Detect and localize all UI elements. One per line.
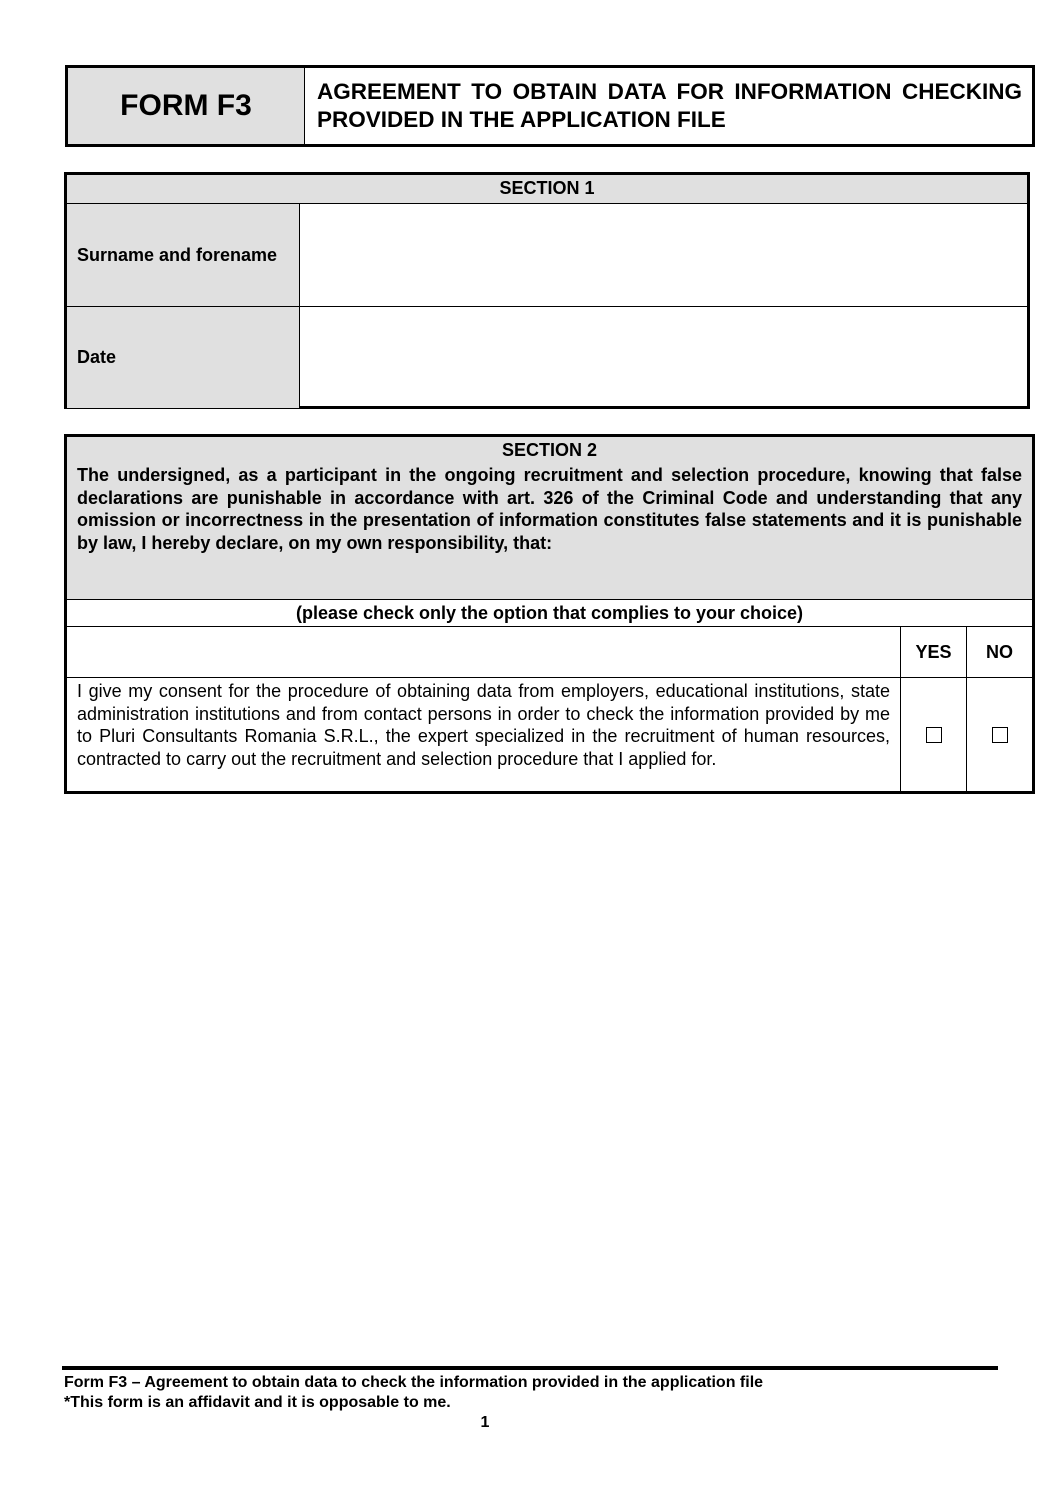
page-number: 1 [480, 1414, 490, 1431]
section-1 [64, 172, 1030, 409]
footer-divider [62, 1366, 998, 1370]
no-checkbox[interactable] [992, 727, 1008, 743]
surname-forename-field[interactable] [300, 204, 1027, 306]
section-2 [64, 434, 1035, 794]
section-1-heading: SECTION 1 [67, 175, 1027, 204]
form-header [65, 65, 1035, 147]
form-code: FORM F3 [68, 68, 305, 144]
date-row [67, 307, 1027, 408]
no-column-header: NO [986, 641, 1013, 662]
yes-column-header: YES [901, 627, 967, 677]
consent-row [67, 678, 1032, 792]
footer [64, 1373, 964, 1413]
options-header-row [67, 627, 1032, 678]
yes-cell [901, 678, 967, 792]
instruction-text: (please check only the option that complies to your choice) [67, 600, 1032, 627]
date-field[interactable] [300, 307, 1027, 408]
section-2-heading: SECTION 2 [67, 437, 1032, 464]
consent-text: I give my consent for the procedure of obtaining data from employers, educational institutions, state administration institutions and from contact persons in order to check the information provided by me to Pluri Consultants Romania S.R.L., the expert specialized in the recruitment of human resources, contracted to carry out the recruitment and selection procedure that I applied for. [77, 681, 890, 769]
footer-line-1: Form F3 – Agreement to obtain data to check the information provided in the application file [64, 1374, 764, 1391]
form-title: AGREEMENT TO OBTAIN DATA FOR INFORMATION CHECKING PROVIDED IN THE APPLICATION FILE [317, 79, 1022, 132]
surname-forename-row [67, 204, 1027, 307]
date-label: Date [67, 307, 300, 408]
no-cell [967, 678, 1032, 792]
declaration-text: The undersigned, as a participant in the ongoing recruitment and selection procedure, knowing that false declarations are punishable in accordance with art. 326 of the Criminal Code and understanding that any omission or incorrectness in the presentation of information constitutes false statements and it is punishable by law, I hereby declare, on my own responsibility, that: [67, 464, 1032, 600]
footer-line-2: *This form is an affidavit and it is opposable to me. [64, 1394, 451, 1411]
options-header-blank [67, 627, 901, 677]
yes-checkbox[interactable] [926, 727, 942, 743]
surname-forename-label: Surname and forename [67, 204, 300, 306]
consent-cell [67, 678, 901, 792]
